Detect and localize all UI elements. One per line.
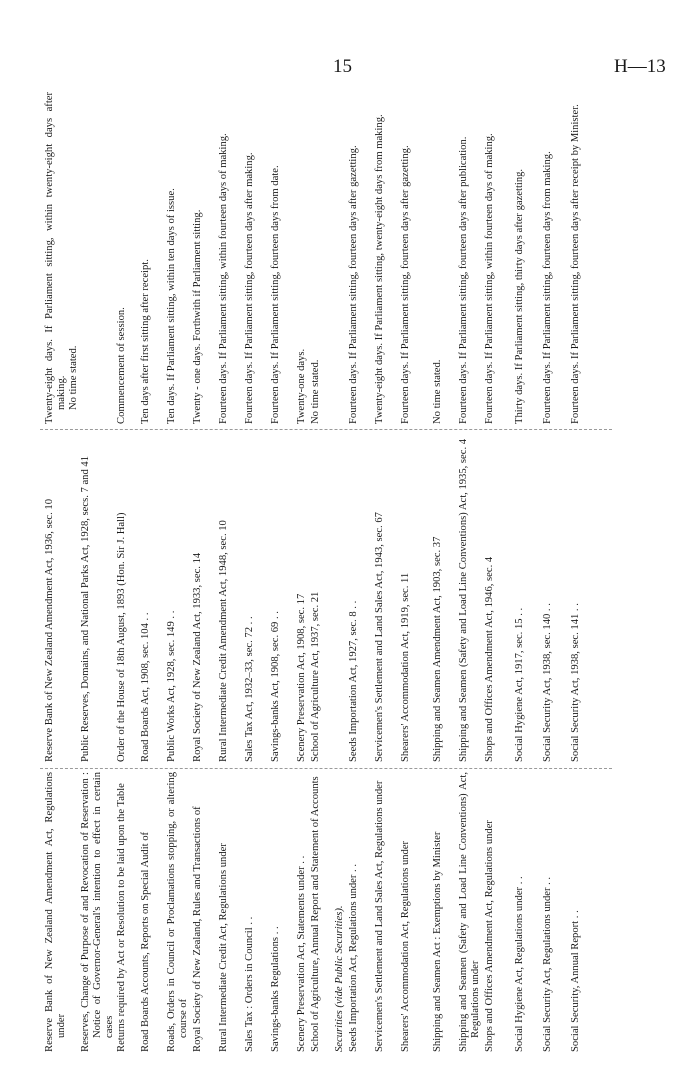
subject-cell: Rural Intermediate Credit Act, Regulations under bbox=[218, 843, 229, 1052]
time-cell: Fourteen days. If Parliament sitting, fourteen days after gazetting. bbox=[348, 145, 359, 424]
act-cell: Servicemen's Settlement and Land Sales Act, 1943, sec. 67 bbox=[374, 512, 385, 762]
subject-cell: Sales Tax : Orders in Council . . bbox=[244, 916, 255, 1052]
subject-cell: Scenery Preservation Act, Statements under . . bbox=[296, 855, 307, 1052]
act-cell: Sales Tax Act, 1932–33, sec. 72 . . bbox=[244, 616, 255, 762]
act-cell: Scenery Preservation Act, 1908, sec. 17 bbox=[296, 593, 307, 762]
time-cell: Fourteen days. If Parliament sitting, fourteen days after publication. bbox=[458, 136, 469, 424]
subject-cell: Returns required by Act or Resolution to be laid upon the Table bbox=[116, 783, 127, 1052]
act-cell: Order of the House of 18th August, 1893 (Hon. Sir J. Hall) bbox=[116, 512, 127, 762]
subject-cell: Shipping and Seamen (Safety and Load Line Conventions) Act, Regulations under bbox=[458, 772, 481, 1052]
time-cell: Twenty-eight days. If Parliament sitting, twenty-eight days from making. bbox=[374, 114, 385, 424]
rotated-table bbox=[40, 92, 612, 1052]
time-cell: Fourteen days. If Parliament sitting, fourteen days from date. bbox=[270, 165, 281, 424]
subject-cell: Shipping and Seamen Act : Exemptions by Minister bbox=[432, 831, 443, 1052]
subject-cell: School of Agriculture, Annual Report and Statement of Accounts bbox=[310, 776, 321, 1052]
subject-cell: Servicemen's Settlement and Land Sales Act, Regulations under bbox=[374, 780, 385, 1052]
time-cell: Fourteen days. If Parliament sitting, fourteen days from making. bbox=[542, 151, 553, 424]
act-cell: Savings-banks Act, 1908, sec. 69 . . bbox=[270, 611, 281, 762]
act-cell: Road Boards Act, 1908, sec. 104 . . bbox=[140, 612, 151, 762]
act-cell: Seeds Importation Act, 1927, sec. 8 . . bbox=[348, 600, 359, 762]
act-cell: Social Security Act, 1938, sec. 140 . . bbox=[542, 603, 553, 762]
time-cell: Commencement of session. bbox=[116, 307, 127, 424]
act-cell: Reserve Bank of New Zealand Amendment Act, 1936, sec. 10 bbox=[44, 498, 55, 762]
time-cell: Ten days. If Parliament sitting, within ten days of issue. bbox=[166, 188, 177, 424]
time-cell: Fourteen days. If Parliament sitting, fourteen days after gazetting. bbox=[400, 145, 411, 424]
act-cell: Shearers' Accommodation Act, 1919, sec. 11 bbox=[400, 572, 411, 762]
time-cell: Ten days after first sitting after receipt. bbox=[140, 259, 151, 424]
column-rule bbox=[40, 429, 612, 430]
subject-cell: Securities (vide Public Securities). bbox=[334, 905, 345, 1052]
time-cell: No time stated. bbox=[432, 359, 443, 424]
time-cell: Fourteen days. If Parliament sitting, within fourteen days of making. bbox=[484, 133, 495, 424]
subject-cell: Shops and Offices Amendment Act, Regulations under bbox=[484, 820, 495, 1052]
act-cell: Public Reserves, Domains, and National Parks Act, 1928, secs. 7 and 41 bbox=[80, 456, 91, 762]
act-cell: Shops and Offices Amendment Act, 1946, sec. 4 bbox=[484, 556, 495, 762]
act-cell: School of Agriculture Act, 1937, sec. 21 bbox=[310, 591, 321, 762]
subject-cell: Roads, Orders in Council or Proclamations stopping, or altering course of bbox=[166, 772, 189, 1052]
subject-cell: Social Hygiene Act, Regulations under . . bbox=[514, 876, 525, 1052]
time-cell: Twenty-eight days. If Parliament sitting, within twenty-eight days after making. No time stated. bbox=[44, 92, 79, 424]
subject-cell: Seeds Importation Act, Regulations under . . bbox=[348, 863, 359, 1052]
time-cell: Twenty - one days. Forthwith if Parliament sitting. bbox=[192, 209, 203, 424]
subject-cell: Reserves, Change of Purpose of and Revocation of Reservation : Notice of Governor-General's intention to effect in certain cases bbox=[80, 772, 115, 1052]
column-rule bbox=[40, 768, 612, 769]
time-cell: Fourteen days. If Parliament sitting, within fourteen days of making. bbox=[218, 133, 229, 424]
time-cell: Fourteen days. If Parliament sitting, fourteen days after receipt by Minister. bbox=[570, 104, 581, 424]
page-number: 15 bbox=[333, 56, 352, 77]
act-cell: Social Hygiene Act, 1917, sec. 15 . . bbox=[514, 607, 525, 762]
act-cell: Rural Intermediate Credit Amendment Act, 1948, sec. 10 bbox=[218, 520, 229, 762]
act-cell: Public Works Act, 1928, sec. 149 . . bbox=[166, 610, 177, 762]
act-cell: Royal Society of New Zealand Act, 1933, sec. 14 bbox=[192, 552, 203, 762]
subject-cell: Social Security Act, Regulations under . . bbox=[542, 876, 553, 1052]
time-cell: No time stated. bbox=[310, 359, 321, 424]
act-cell: Shipping and Seamen Amendment Act, 1903, sec. 37 bbox=[432, 536, 443, 762]
subject-cell: Social Security, Annual Report . . bbox=[570, 910, 581, 1052]
page-reference: H—13 bbox=[614, 56, 666, 77]
subject-cell: Shearers' Accommodation Act, Regulations under bbox=[400, 840, 411, 1052]
time-cell: Thirty days. If Parliament sitting, thirty days after gazetting. bbox=[514, 168, 525, 424]
subject-cell: Royal Society of New Zealand, Rules and Transactions of bbox=[192, 806, 203, 1052]
subject-cell: Savings-banks Regulations . . bbox=[270, 926, 281, 1052]
time-cell: Fourteen days. If Parliament sitting, fourteen days after making. bbox=[244, 152, 255, 424]
subject-cell: Reserve Bank of New Zealand Amendment Act, Regulations under bbox=[44, 772, 67, 1052]
act-cell: Social Security Act, 1938, sec. 141 . . bbox=[570, 603, 581, 762]
act-cell: Shipping and Seamen (Safety and Load Line Conventions) Act, 1935, sec. 4 bbox=[458, 438, 469, 762]
time-cell: Twenty-one days. bbox=[296, 348, 307, 424]
subject-cell: Road Boards Accounts, Reports on Special Audit of bbox=[140, 831, 151, 1052]
